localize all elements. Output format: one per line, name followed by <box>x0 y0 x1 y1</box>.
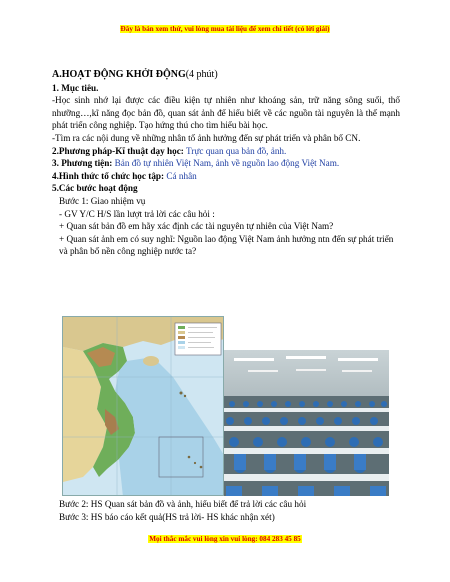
phuong-tien-line <box>52 157 400 170</box>
step-3: Bước 3: HS báo cáo kết quả(HS trả lời- HS khác nhận xét) <box>59 511 275 522</box>
step-1-question-2: + Quan sát ảnh em có suy nghĩ: Nguồn lao động Việt Nam ảnh hưởng ntn đến sự phát triển và phân bố nền công nghiệp nước ta? <box>59 233 394 257</box>
cac-buoc-heading: 5.Các bước hoạt động <box>52 183 138 194</box>
figures <box>62 316 390 496</box>
preview-banner <box>0 25 450 33</box>
factory-photo-graphic <box>224 350 389 496</box>
phuong-phap-text: Trực quan qua bản đồ, ảnh. <box>183 145 287 156</box>
preview-banner-text: Đây là bản xem thử, vui lòng mua tài liệu để xem chi tiết (có lời giải) <box>120 25 330 33</box>
contact-banner-text: Mọi thắc mắc vui lòng xin vui lòng: 084 283 45 85 <box>149 535 301 543</box>
muc-tieu-paragraph-1: -Học sinh nhớ lại được các điều kiện tự nhiên như khoáng sản, trữ năng sông suối, thổ nhưỡng…,kĩ năng đọc bản đồ, quan sát ảnh để hiểu biết về các nguồn tài nguyên là thế mạnh phát triển công nghiệp. Tạo hứng thú cho tìm hiểu bài học. <box>52 95 400 131</box>
map-graphic <box>63 317 224 496</box>
phuong-tien-heading: 3. Phương tiện: <box>52 158 113 169</box>
vietnam-natural-map <box>62 316 224 496</box>
contact-banner <box>0 535 450 543</box>
phuong-phap-heading: 2.Phương pháp-Kĩ thuật dạy học: <box>52 145 184 156</box>
steps-after-figures <box>52 498 400 523</box>
phuong-tien-text: Bản đồ tự nhiên Việt Nam, ảnh về nguồn lao động Việt Nam. <box>112 158 340 169</box>
muc-tieu-heading: 1. Mục tiêu. <box>52 82 99 93</box>
section-duration: (4 phút) <box>185 69 218 80</box>
step-1-question-1: + Quan sát bản đồ em hãy xác định các tài nguyên tự nhiên của Việt Nam? <box>59 221 334 232</box>
hinh-thuc-line <box>52 170 400 183</box>
muc-tieu-paragraph-2: -Tìm ra các nội dung về những nhân tố ảnh hưởng đến sự phát triển và phân bố CN. <box>52 132 361 143</box>
factory-workers-photo <box>224 350 389 496</box>
step-2: Bước 2: HS Quan sát bản đồ và ảnh, hiểu biết để trả lời các câu hỏi <box>59 499 307 509</box>
section-title-text: A.HOẠT ĐỘNG KHỞI ĐỘNG <box>52 69 186 80</box>
hinh-thuc-heading: 4.Hình thức tổ chức học tập: <box>52 170 165 181</box>
document-body <box>52 69 400 258</box>
step-1: Bước 1: Giao nhiệm vụ <box>59 195 146 206</box>
step-1-teacher-request: - GV Y/C H/S lần lượt trả lời các câu hỏi : <box>59 208 215 219</box>
hinh-thuc-text: Cá nhân <box>164 170 197 181</box>
section-title <box>52 69 400 82</box>
phuong-phap-line <box>52 145 400 158</box>
